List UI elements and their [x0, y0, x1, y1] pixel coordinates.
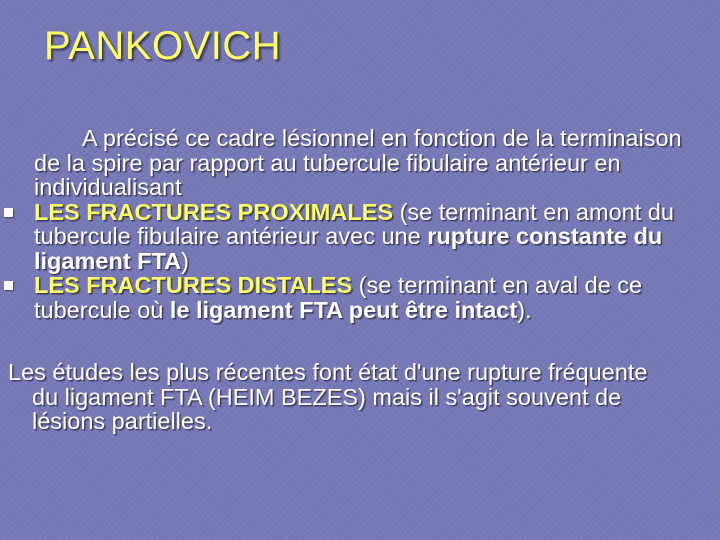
bullet-text-end: ) [181, 247, 189, 274]
bullet-bold-text: rupture constante du ligament FTA [34, 223, 663, 274]
bullet-highlight: LES FRACTURES DISTALES [34, 272, 353, 298]
square-bullet-icon [4, 281, 13, 290]
slide-body [0, 126, 716, 434]
bullet-text-end: ). [517, 296, 532, 323]
bullet-item-distal [34, 273, 708, 322]
bullet-item-proximal [34, 200, 708, 274]
intro-text: A précisé ce cadre lésionnel en fonction de la terminaison de la spire par rapport au tubercule fibulaire antérieur en individualisant [34, 125, 682, 200]
slide-title: PANKOVICH [44, 24, 282, 68]
square-bullet-icon [4, 208, 13, 217]
bullet-text: (se terminant en amont du tubercule fibulaire antérieur avec une [34, 198, 674, 249]
bullet-highlight: LES FRACTURES PROXIMALES [34, 198, 394, 225]
bullet-bold-text: le ligament FTA peut être intact [169, 296, 518, 323]
conclusion-paragraph: Les études les plus récentes font état d'une rupture fréquente du ligament FTA (HEIM BEZES) mais il s'agit souvent de lésions partielles. [8, 359, 648, 434]
bullet-text: (se terminant en aval de ce tubercule où [34, 272, 643, 323]
